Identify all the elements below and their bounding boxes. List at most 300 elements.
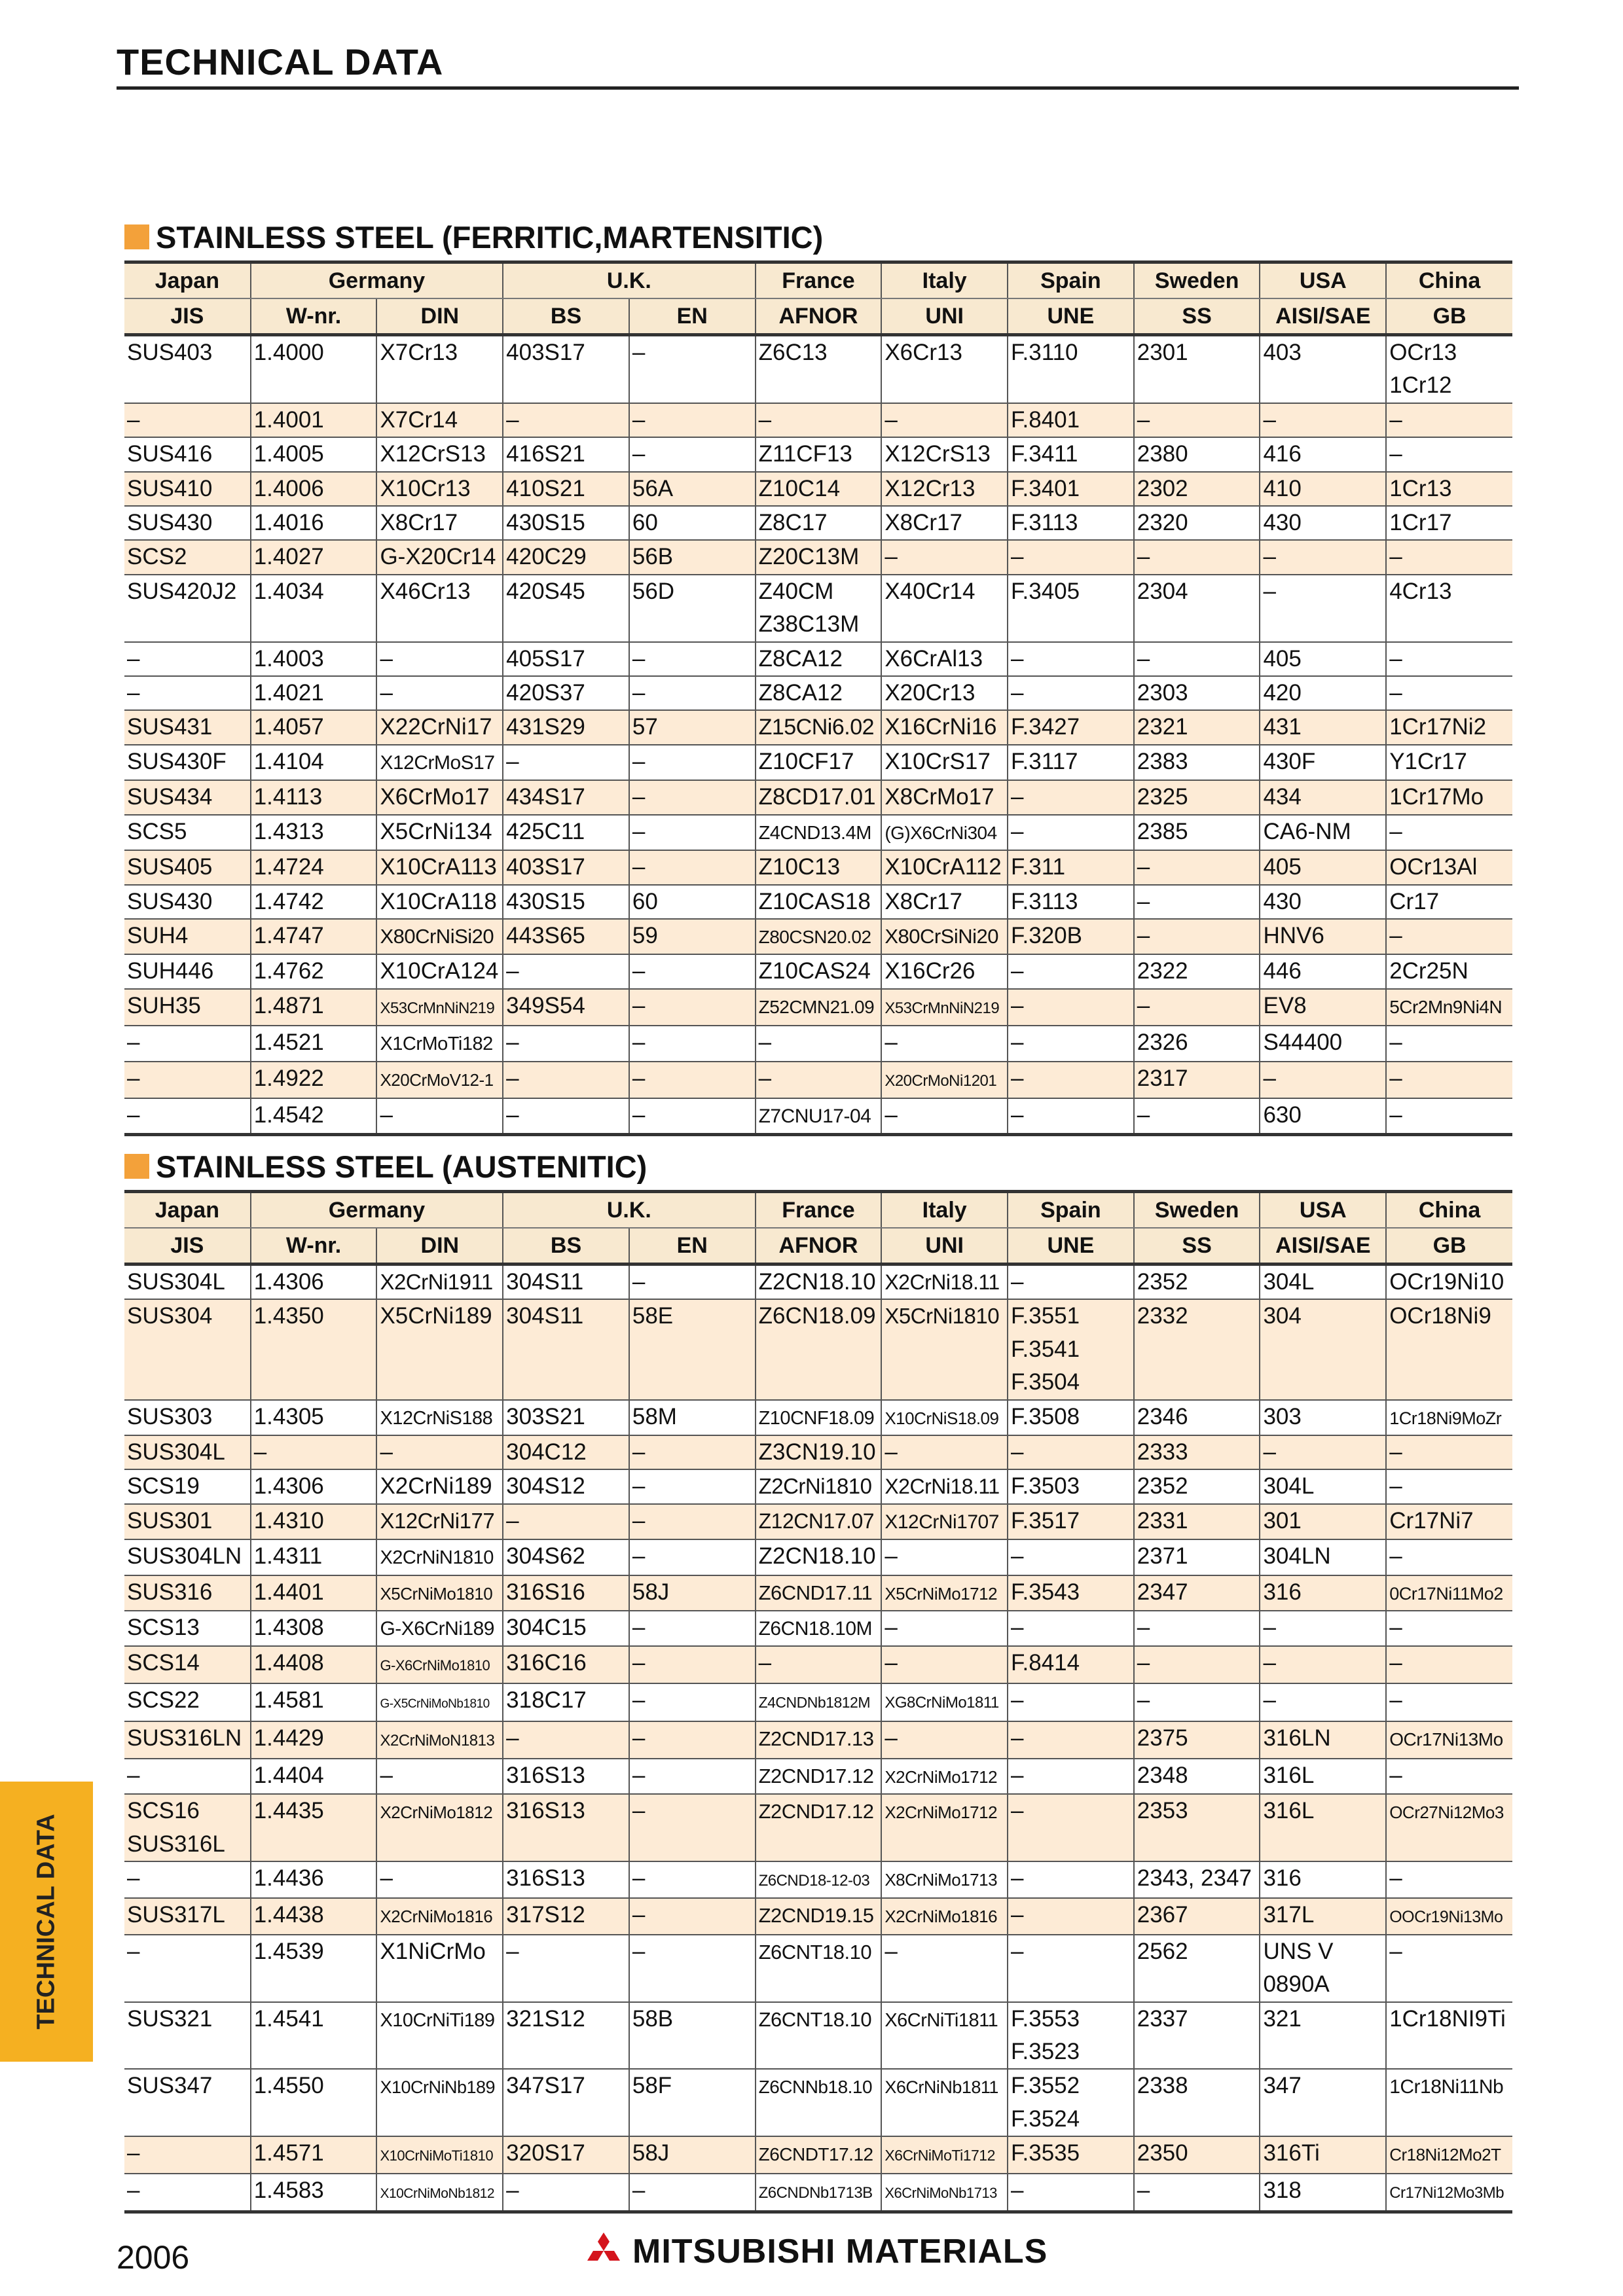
table-cell <box>881 1435 1008 1469</box>
cell-text: X22CrNi17 <box>380 714 492 740</box>
cell-text: – <box>1389 1650 1402 1676</box>
cell-text: 1Cr18Ni9MoZr <box>1389 1408 1502 1428</box>
table-cell <box>1008 1794 1134 1861</box>
table-cell <box>881 1504 1008 1539</box>
cell-text: – <box>1011 818 1024 844</box>
cell-text: 58E <box>632 1303 674 1329</box>
cell-text: 405 <box>1263 645 1302 672</box>
cell-text: – <box>1389 1473 1402 1499</box>
table-cell <box>251 989 377 1026</box>
table-cell <box>124 1539 251 1575</box>
table-cell <box>124 1721 251 1758</box>
cell-text: X5CrNi1810 <box>884 1304 1000 1329</box>
country-header: France <box>756 1192 882 1229</box>
table-cell <box>881 745 1008 780</box>
table-row <box>124 850 1512 884</box>
country-header: USA <box>1260 1192 1386 1229</box>
cell-text: X2CrNi18.11 <box>884 1475 1000 1499</box>
table-row <box>124 1098 1512 1135</box>
table-cell <box>881 989 1008 1026</box>
cell-text: 1.4583 <box>253 2177 324 2203</box>
table-cell <box>1134 989 1260 1026</box>
cell-text: 1.4742 <box>253 888 324 914</box>
cell-text: – <box>632 1938 646 1964</box>
cell-text: – <box>758 1650 772 1676</box>
table-row <box>124 954 1512 988</box>
table-cell <box>1008 1898 1134 1934</box>
table-cell <box>1008 919 1134 954</box>
cell-text: – <box>758 406 772 433</box>
cell-text: 1.4435 <box>253 1798 324 1824</box>
table-cell <box>251 1861 377 1898</box>
table-cell <box>629 1265 756 1300</box>
table-cell <box>881 1098 1008 1135</box>
cell-text: – <box>632 992 646 1018</box>
table-cell <box>756 575 882 642</box>
table-cell <box>1008 403 1134 437</box>
table-cell <box>756 1435 882 1469</box>
country-header: China <box>1386 262 1512 299</box>
cell-text: Z10CAS24 <box>758 958 871 984</box>
table-cell <box>881 1935 1008 2002</box>
cell-text: SUS303 <box>127 1403 213 1429</box>
cell-text: – <box>1263 406 1276 433</box>
cell-text: F.3503 <box>1011 1473 1080 1499</box>
cell-text: 58M <box>632 1403 677 1429</box>
cell-text: X5CrNi134 <box>380 818 492 844</box>
table-cell <box>503 954 629 988</box>
cell-text: 430S15 <box>506 888 585 914</box>
table-row <box>124 745 1512 780</box>
cell-text: 2371 <box>1137 1543 1188 1570</box>
cell-text: SCS16 <box>127 1798 200 1824</box>
cell-text: X8Cr17 <box>884 510 962 536</box>
cell-text: 58J <box>632 2140 670 2166</box>
table-cell <box>1134 1935 1260 2002</box>
cell-text: – <box>127 2140 140 2166</box>
table-cell <box>124 1575 251 1611</box>
cell-text: – <box>506 958 519 984</box>
table-cell <box>1260 2069 1386 2136</box>
table-cell <box>881 1575 1008 1611</box>
cell-text: 2562 <box>1137 1938 1188 1964</box>
table-cell <box>376 437 503 471</box>
cell-text: Z6CND18-12-03 <box>758 1871 870 1890</box>
cell-text: – <box>506 748 519 774</box>
table-cell <box>1008 989 1134 1026</box>
cell-text: – <box>1137 1650 1150 1676</box>
cell-text: X53CrMnNiN219 <box>884 999 1000 1017</box>
table-cell <box>1008 710 1134 744</box>
cell-text: Z6CNNb18.10 <box>758 2077 873 2098</box>
cell-text: 420C29 <box>506 544 587 570</box>
cell-text: – <box>506 1102 519 1128</box>
cell-text: – <box>632 1507 646 1534</box>
table-cell <box>756 2174 882 2212</box>
table-cell <box>1386 850 1512 884</box>
table-cell <box>1260 540 1386 574</box>
cell-text: SUS304L <box>127 1269 225 1295</box>
cell-text: 5Cr2Mn9Ni4N <box>1389 996 1503 1017</box>
cell-text: – <box>1011 1102 1024 1128</box>
table-cell <box>1008 1721 1134 1758</box>
table-cell <box>503 989 629 1026</box>
table-cell <box>1008 1683 1134 1721</box>
cell-text: SUH4 <box>127 922 189 948</box>
cell-text: X6CrNiMoTi1712 <box>884 2147 995 2164</box>
table-cell <box>251 815 377 850</box>
table-cell <box>1260 1898 1386 1934</box>
cell-text: – <box>253 1439 267 1465</box>
table-cell <box>251 710 377 744</box>
cell-text: 304S62 <box>506 1543 585 1570</box>
table-cell <box>251 1611 377 1646</box>
table-cell <box>629 1611 756 1646</box>
table-cell <box>629 1539 756 1575</box>
table-cell <box>881 710 1008 744</box>
table-cell <box>629 815 756 850</box>
table-cell <box>756 919 882 954</box>
cell-text: X10CrA124 <box>380 958 499 984</box>
table-cell <box>503 1098 629 1135</box>
cell-text: – <box>380 1865 393 1891</box>
cell-text: Z2CrNi1810 <box>758 1474 872 1499</box>
cell-text: – <box>1011 1902 1024 1928</box>
table-cell <box>376 1062 503 1098</box>
table-row <box>124 780 1512 814</box>
table-cell <box>376 1935 503 2002</box>
cell-text: – <box>1011 1865 1024 1891</box>
cell-text: X6CrAl13 <box>884 645 983 672</box>
table-cell <box>503 1469 629 1503</box>
table-cell <box>1260 954 1386 988</box>
table-cell <box>251 1898 377 1934</box>
table-row <box>124 2069 1512 2136</box>
table-cell <box>629 710 756 744</box>
table-cell <box>251 1400 377 1435</box>
cell-text: 2375 <box>1137 1725 1188 1751</box>
table-cell <box>1260 989 1386 1026</box>
cell-text: 2347 <box>1137 1579 1188 1605</box>
page-header <box>117 38 1519 90</box>
table-cell <box>503 1721 629 1758</box>
table-cell <box>1260 642 1386 676</box>
table-row <box>124 1026 1512 1061</box>
cell-text: SUS304LN <box>127 1543 242 1570</box>
table-cell <box>1134 780 1260 814</box>
table-cell <box>1260 1098 1386 1135</box>
cell-text: – <box>632 680 646 706</box>
cell-text: 2333 <box>1137 1439 1188 1465</box>
cell-text: 420S45 <box>506 578 585 604</box>
table-cell <box>881 540 1008 574</box>
cell-text: SUS316LN <box>127 1725 242 1751</box>
table-cell <box>251 919 377 954</box>
table-cell <box>1386 1299 1512 1399</box>
cell-text: SUS347 <box>127 2073 213 2099</box>
table-cell <box>503 1026 629 1061</box>
cell-text: X20CrMoNi1201 <box>884 1071 997 1090</box>
table-cell <box>376 1539 503 1575</box>
cell-text: 1Cr17Mo <box>1389 784 1484 810</box>
cell-text: – <box>884 1102 898 1128</box>
cell-text: 1.4408 <box>253 1650 324 1676</box>
cell-text: Z6CN18.09 <box>758 1303 876 1329</box>
table-cell <box>251 1759 377 1794</box>
cell-text: Z7CNU17-04 <box>758 1105 871 1127</box>
table-cell <box>881 1299 1008 1399</box>
cell-text: SCS19 <box>127 1473 200 1499</box>
table-cell <box>124 1794 251 1861</box>
table-cell <box>881 2174 1008 2212</box>
table-cell <box>1134 1469 1260 1503</box>
table-cell <box>376 1646 503 1683</box>
cell-text: Z4CNDNb1812M <box>758 1693 870 1711</box>
country-header: Sweden <box>1134 262 1260 299</box>
table-row <box>124 989 1512 1026</box>
cell-text: X2CrNiMo1712 <box>884 1803 998 1823</box>
cell-text: Z10CAS18 <box>758 888 871 914</box>
table-cell <box>1008 1400 1134 1435</box>
cell-text: – <box>1389 1938 1402 1964</box>
table-cell <box>1386 1539 1512 1575</box>
cell-text: 316S13 <box>506 1762 585 1788</box>
table-cell <box>756 850 882 884</box>
table-cell <box>1134 710 1260 744</box>
cell-text: SUS405 <box>127 854 213 880</box>
cell-text: F.3553 <box>1011 2005 1080 2032</box>
cell-text: Y1Cr17 <box>1389 748 1467 774</box>
table-cell <box>251 1794 377 1861</box>
table-cell <box>1134 472 1260 506</box>
table-cell <box>124 1469 251 1503</box>
table-cell <box>376 676 503 710</box>
table-cell <box>376 2069 503 2136</box>
table-cell <box>1260 1026 1386 1061</box>
table-cell <box>1134 2069 1260 2136</box>
cell-text: – <box>632 1543 646 1570</box>
table-cell <box>1134 2002 1260 2070</box>
table-cell <box>881 506 1008 540</box>
table-cell <box>629 1575 756 1611</box>
cell-text: F.3504 <box>1011 1369 1080 1395</box>
country-header: Sweden <box>1134 1192 1260 1229</box>
cell-text: 304C15 <box>506 1615 587 1641</box>
table-cell <box>881 437 1008 471</box>
table-row <box>124 1469 1512 1503</box>
cell-text: 416 <box>1263 441 1302 467</box>
cell-text: – <box>1137 406 1150 433</box>
cell-text: X5CrNiMo1712 <box>884 1583 998 1604</box>
cell-text: 1Cr18NI9Ti <box>1389 2005 1506 2032</box>
cell-text: X12CrNi177 <box>380 1508 495 1533</box>
cell-text: – <box>127 1102 140 1128</box>
cell-text: – <box>632 2177 646 2203</box>
table-cell <box>503 506 629 540</box>
table-cell <box>1386 1721 1512 1758</box>
cell-text: – <box>1011 958 1024 984</box>
cell-text: – <box>506 1065 519 1091</box>
cell-text: – <box>632 1439 646 1465</box>
table-cell <box>124 1299 251 1399</box>
table-cell <box>756 2136 882 2173</box>
table-cell <box>1008 642 1134 676</box>
table-cell <box>1386 1935 1512 2002</box>
cell-text: 2331 <box>1137 1507 1188 1534</box>
cell-text: 1.4021 <box>253 680 324 706</box>
table-cell <box>1008 885 1134 919</box>
table-cell <box>376 472 503 506</box>
cell-text: X1NiCrMo <box>380 1938 486 1964</box>
table-cell <box>1386 1611 1512 1646</box>
table-cell <box>629 919 756 954</box>
cell-text: 1.4350 <box>253 1303 324 1329</box>
standard-header: EN <box>629 298 756 335</box>
table-cell <box>1386 676 1512 710</box>
table-cell <box>881 815 1008 850</box>
cell-text: 1.4571 <box>253 2140 324 2166</box>
cell-text: – <box>1389 1615 1402 1641</box>
table-cell <box>376 954 503 988</box>
cell-text: 1.4306 <box>253 1473 324 1499</box>
standard-header: JIS <box>124 1228 251 1265</box>
table-cell <box>756 642 882 676</box>
table-cell <box>1260 1683 1386 1721</box>
cell-text: X2CrNiMoN1813 <box>380 1732 495 1750</box>
standard-header: JIS <box>124 298 251 335</box>
cell-text: – <box>1011 1030 1024 1056</box>
cell-text: – <box>632 1902 646 1928</box>
table-cell <box>756 1611 882 1646</box>
cell-text: 304LN <box>1263 1543 1331 1570</box>
table-cell <box>629 1062 756 1098</box>
cell-text: Cr17 <box>1389 888 1440 914</box>
footer-brand <box>583 2232 1048 2271</box>
cell-text: OCr13Al <box>1389 854 1478 880</box>
cell-text: 1.4305 <box>253 1403 324 1429</box>
cell-text: Z2CND17.13 <box>758 1727 874 1751</box>
table-cell <box>124 954 251 988</box>
table-cell <box>1386 2002 1512 2070</box>
cell-text: Z2CND19.15 <box>758 1904 874 1928</box>
cell-text: 1.4308 <box>253 1615 324 1641</box>
cell-text: X20CrMoV12-1 <box>380 1069 494 1090</box>
cell-text: X16CrNi16 <box>884 714 997 740</box>
cell-text: – <box>380 645 393 672</box>
table-cell <box>1134 1026 1260 1061</box>
cell-text: – <box>1389 1030 1402 1056</box>
table-cell <box>1260 780 1386 814</box>
cell-text: 316L <box>1263 1798 1315 1824</box>
cell-text: Z40CM <box>758 578 834 604</box>
table-cell <box>1134 1299 1260 1399</box>
table-cell <box>756 954 882 988</box>
austenitic-section-title <box>124 1148 647 1185</box>
cell-text: OCr19Ni10 <box>1389 1269 1504 1295</box>
country-header: Germany <box>251 262 503 299</box>
cell-text: 304C12 <box>506 1439 587 1465</box>
table-cell <box>1008 2069 1134 2136</box>
cell-text: – <box>632 1030 646 1056</box>
table-cell <box>756 1646 882 1683</box>
table-cell <box>756 1026 882 1061</box>
cell-text: 1.4034 <box>253 578 324 604</box>
cell-text: – <box>1011 1543 1024 1570</box>
table-cell <box>1260 1759 1386 1794</box>
cell-text: – <box>1137 1102 1150 1128</box>
cell-text: – <box>884 1030 898 1056</box>
cell-text: 2383 <box>1137 748 1188 774</box>
table-cell <box>1134 1435 1260 1469</box>
cell-text: SUS410 <box>127 475 213 501</box>
cell-text: – <box>632 1762 646 1788</box>
table-row <box>124 1265 1512 1300</box>
cell-text: F.8401 <box>1011 406 1080 433</box>
cell-text: – <box>884 1725 898 1751</box>
cell-text: SCS14 <box>127 1650 200 1676</box>
cell-text: 1.4003 <box>253 645 324 672</box>
table-cell <box>881 1721 1008 1758</box>
cell-text: – <box>632 784 646 810</box>
table-cell <box>1260 1861 1386 1898</box>
cell-text: F.3535 <box>1011 2140 1080 2166</box>
table-cell <box>1134 1575 1260 1611</box>
cell-text: – <box>127 406 140 433</box>
cell-text: 1.4747 <box>253 922 324 948</box>
table-cell <box>629 885 756 919</box>
cell-text: SUS434 <box>127 784 213 810</box>
standard-header: DIN <box>376 1228 503 1265</box>
three-diamonds-logo-icon <box>583 2233 625 2270</box>
cell-text: – <box>1011 1269 1024 1295</box>
table-cell <box>124 642 251 676</box>
table-cell <box>376 885 503 919</box>
table-row <box>124 642 1512 676</box>
cell-text: X2CrNi189 <box>380 1473 492 1499</box>
cell-text: 317L <box>1263 1902 1315 1928</box>
cell-text: – <box>1263 578 1276 604</box>
cell-text: 405 <box>1263 854 1302 880</box>
table-cell <box>1134 1861 1260 1898</box>
table-row <box>124 1683 1512 1721</box>
table-cell <box>1386 1683 1512 1721</box>
table-cell <box>1386 2136 1512 2173</box>
table-cell <box>124 1646 251 1683</box>
table-cell <box>1386 335 1512 403</box>
table-cell <box>881 780 1008 814</box>
cell-text: – <box>127 680 140 706</box>
table-cell <box>1134 575 1260 642</box>
cell-text: 443S65 <box>506 922 585 948</box>
table-cell <box>1008 780 1134 814</box>
standard-header: SS <box>1134 1228 1260 1265</box>
cell-text: 316C16 <box>506 1650 587 1676</box>
table-cell <box>1260 850 1386 884</box>
standard-header: EN <box>629 1228 756 1265</box>
cell-text: 321S12 <box>506 2005 585 2032</box>
table-cell <box>756 1898 882 1934</box>
table-cell <box>1134 335 1260 403</box>
table-cell <box>124 1400 251 1435</box>
table-cell <box>251 676 377 710</box>
cell-text: 60 <box>632 510 658 536</box>
standard-header: GB <box>1386 298 1512 335</box>
table-cell <box>251 472 377 506</box>
table-cell <box>629 642 756 676</box>
table-cell <box>376 2174 503 2212</box>
cell-text: 56B <box>632 544 674 570</box>
cell-text: G-X6CrNiMo1810 <box>380 1657 490 1674</box>
